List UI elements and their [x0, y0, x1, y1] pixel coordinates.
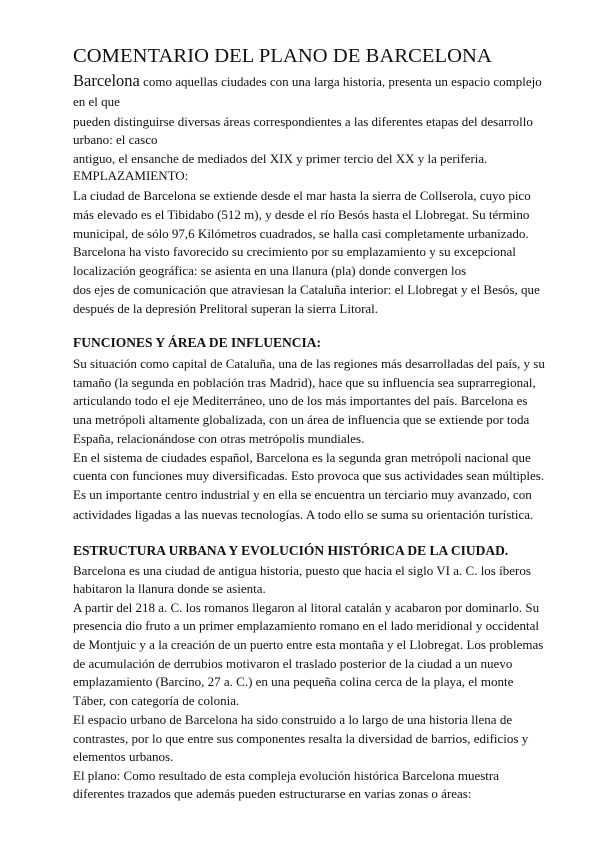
paragraph-line: El plano: Como resultado de esta compleja evolución histórica Barcelona muestra	[73, 768, 499, 783]
paragraph-line: una metrópoli altamente globalizada, con un área de influencia que se extiende por toda	[73, 412, 530, 427]
paragraph-line: Táber, con categoría de colonia.	[73, 693, 240, 708]
section-heading-funciones: FUNCIONES Y ÁREA DE INFLUENCIA:	[73, 335, 322, 350]
paragraph-line: A partir del 218 a. C. los romanos llegaron al litoral catalán y acabaron por dominarlo. Su	[73, 600, 540, 615]
section-heading-estructura: ESTRUCTURA URBANA Y EVOLUCIÓN HISTÓRICA DE LA CIUDAD.	[73, 543, 509, 558]
paragraph-line: localización geográfica: se asienta en una llanura (pla) donde convergen los	[73, 263, 467, 278]
intro-line: urbano: el casco	[73, 132, 158, 147]
paragraph-line: España, relacionándose con otras metrópolis mundiales.	[73, 431, 365, 446]
paragraph-line: Barcelona ha visto favorecido su crecimiento por su emplazamiento y su excepcional	[73, 244, 516, 259]
intro-lead-word: Barcelona	[73, 71, 140, 90]
paragraph-line: dos ejes de comunicación que atraviesan la Cataluña interior: el Llobregat y el Besós, que	[73, 282, 540, 297]
paragraph-line: diferentes trazados que además pueden estructurarse en varias zonas o áreas:	[73, 786, 472, 801]
intro-line: en el que	[73, 94, 120, 109]
paragraph-line: emplazamiento (Barcino, 27 a. C.) en una pequeña colina cerca de la playa, el monte	[73, 674, 514, 689]
paragraph-line: habitaron la llanura donde se asienta.	[73, 581, 266, 596]
paragraph-line: Su situación como capital de Cataluña, una de las regiones más desarrolladas del país, y su	[73, 356, 545, 371]
paragraph-line: tamaño (la segunda en población tras Madrid), hace que su influencia sea suprarregional,	[73, 375, 536, 390]
section-heading-emplazamiento: EMPLAZAMIENTO:	[73, 168, 189, 183]
paragraph-line: de acumulación de derrubios motivaron el traslado posterior de la ciudad a un nuevo	[73, 656, 513, 671]
intro-line-1	[73, 72, 542, 91]
paragraph-line: después de la depresión Prelitoral superan la sierra Litoral.	[73, 301, 379, 316]
paragraph-line: El espacio urbano de Barcelona ha sido construido a lo largo de una historia llena de	[73, 712, 513, 727]
paragraph-line: Es un importante centro industrial y en ella se encuentra un terciario muy avanzado, con	[73, 487, 532, 502]
paragraph-line: presencia dio fruto a un primer emplazamiento romano en el lado meridional y occidental	[73, 618, 540, 633]
intro-line: pueden distinguirse diversas áreas correspondientes a las diferentes etapas del desarrollo	[73, 114, 533, 129]
document-title: COMENTARIO DEL PLANO DE BARCELONA	[73, 45, 492, 67]
paragraph-line: cuenta con funciones muy diversificadas. Esto provoca que sus actividades sean múltiples.	[73, 468, 545, 483]
paragraph-line: municipal, de sólo 97,6 Kilómetros cuadrados, se halla casi completamente urbanizado.	[73, 226, 529, 241]
paragraph-line: actividades ligadas a las nuevas tecnologías. A todo ello se suma su orientación turística.	[73, 507, 534, 522]
paragraph-line: En el sistema de ciudades español, Barcelona es la segunda gran metrópoli nacional que	[73, 450, 531, 465]
paragraph-line: articulando todo el eje Mediterráneo, uno de los más importantes del país. Barcelona es	[73, 393, 528, 408]
intro-line: antiguo, el ensanche de mediados del XIX y primer tercio del XX y la periferia.	[73, 151, 488, 166]
paragraph-line: Barcelona es una ciudad de antigua historia, puesto que hacia el siglo VI a. C. los íberos	[73, 563, 531, 578]
paragraph-line: La ciudad de Barcelona se extiende desde el mar hasta la sierra de Collserola, cuyo pico	[73, 188, 531, 203]
intro-line-1-rest: como aquellas ciudades con una larga historia, presenta un espacio complejo	[139, 74, 542, 89]
paragraph-line: contrastes, por lo que entre sus componentes resalta la diversidad de barrios, edificios y	[73, 731, 529, 746]
paragraph-line: elementos urbanos.	[73, 749, 174, 764]
paragraph-line: más elevado es el Tibidabo (512 m), y desde el río Besós hasta el Llobregat. Su término	[73, 207, 530, 222]
paragraph-line: de Montjuic y a la creación de un puerto entre esta montaña y el Llobregat. Los problemas	[73, 637, 544, 652]
